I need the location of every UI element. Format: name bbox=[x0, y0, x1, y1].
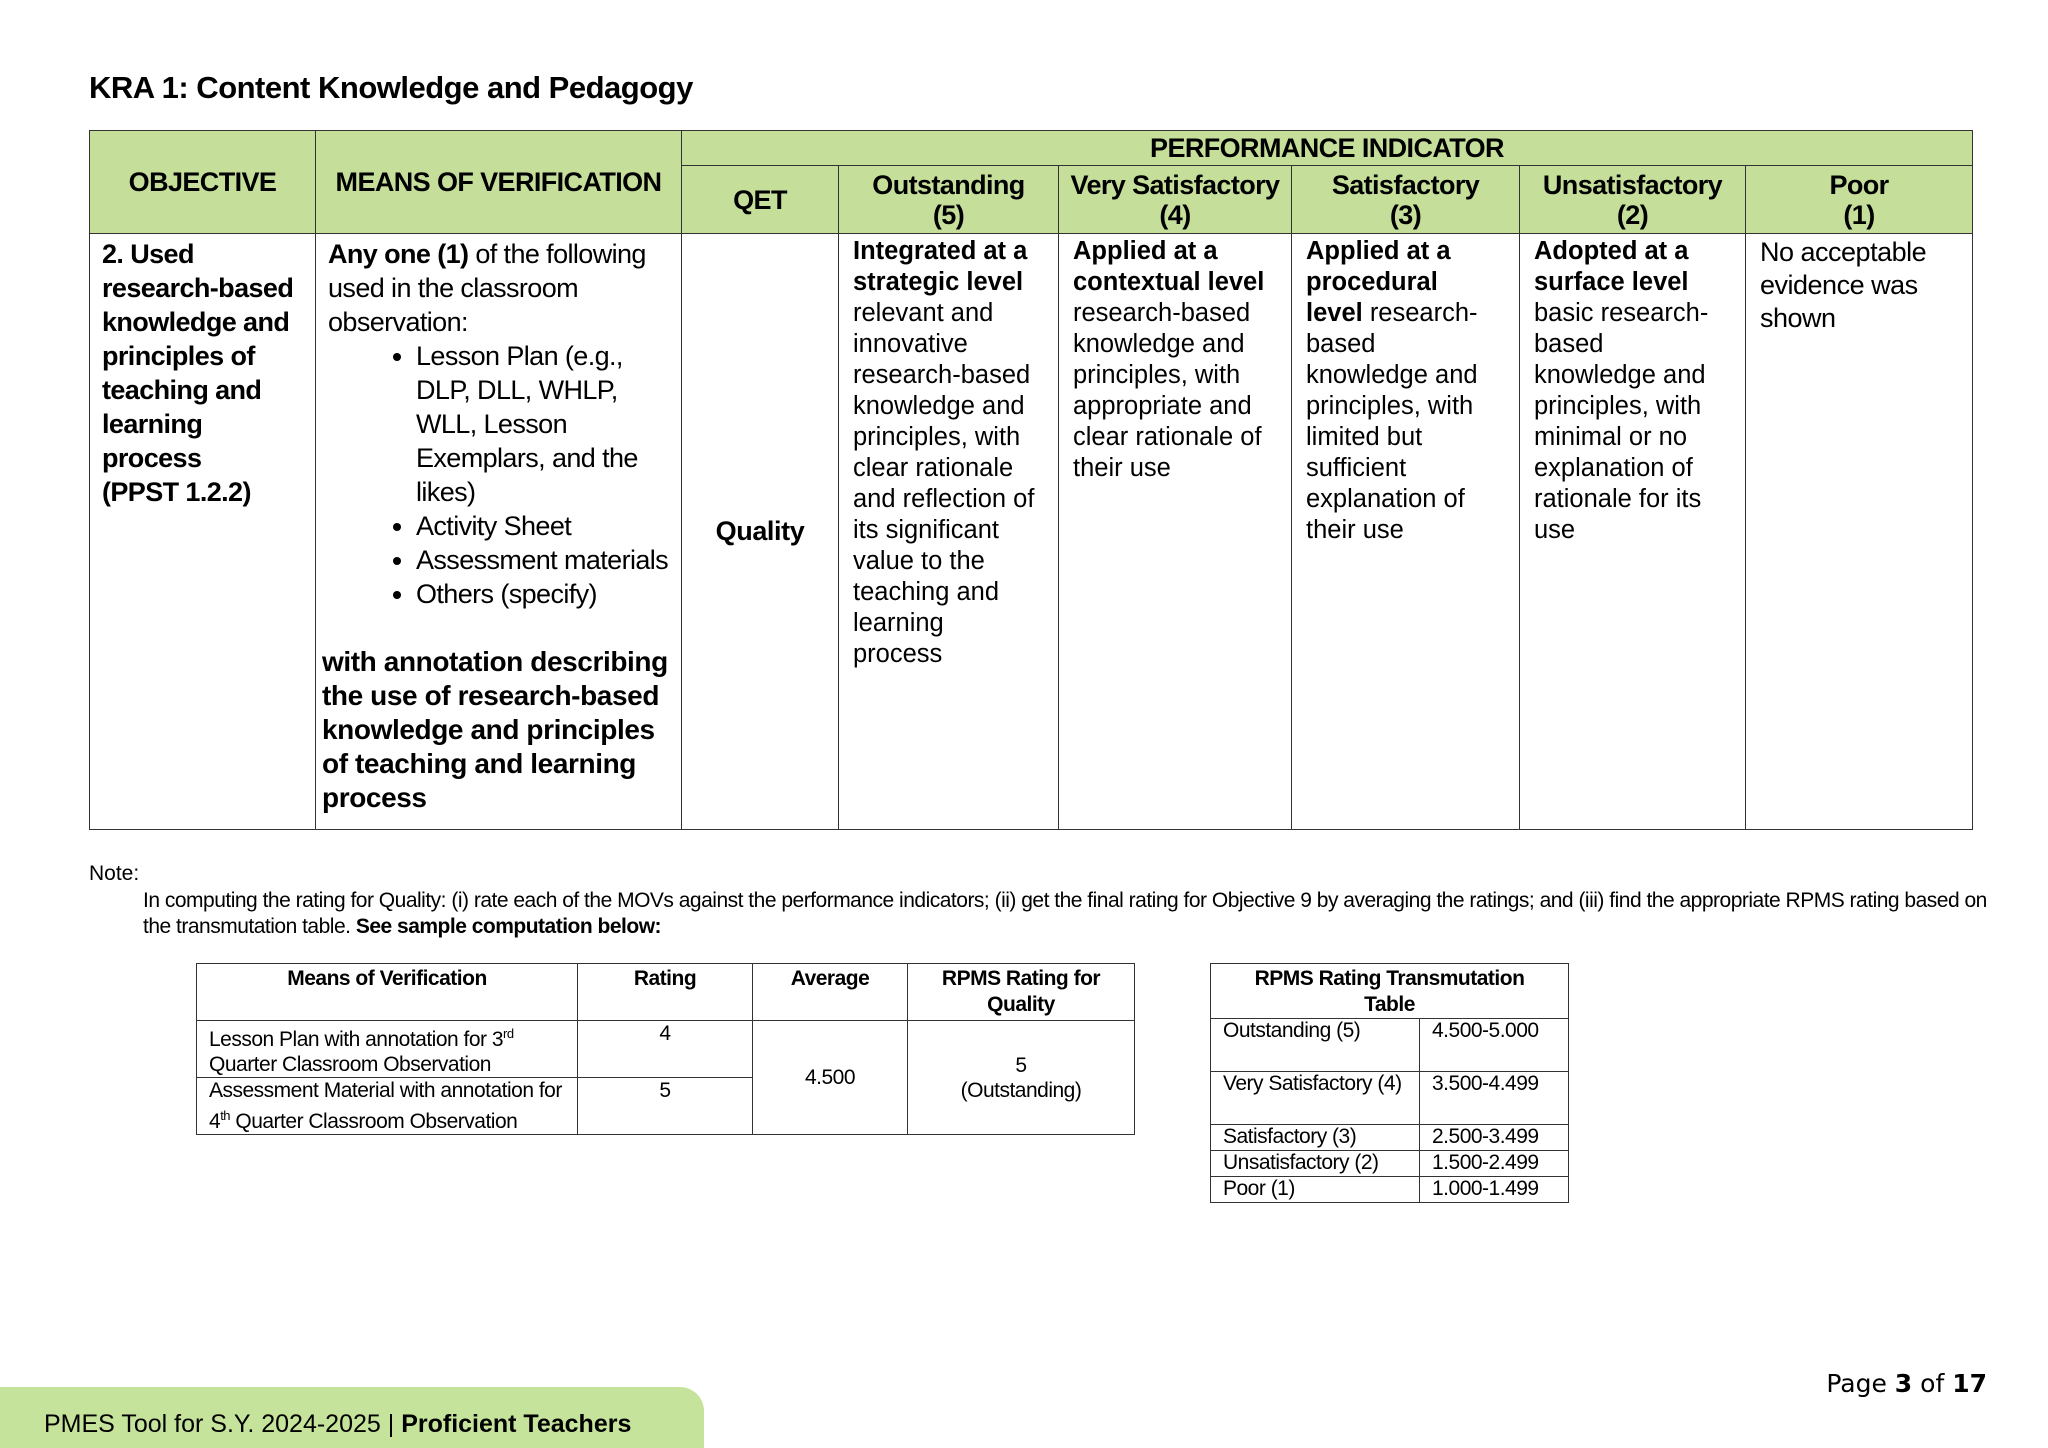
objective-cell: 2. Used research-based knowledge and principles of teaching and learning process (PPST 1.2.2) bbox=[90, 234, 316, 830]
indicator-unsatisfactory: Adopted at a surface level basic research- based knowledge and principles, with minimal or no explanation of rationale for its use bbox=[1520, 234, 1746, 830]
indicator-bold: Applied at a procedural bbox=[1306, 237, 1451, 296]
indicator-poor: No acceptable evidence was shown bbox=[1746, 234, 1973, 830]
header-level-outstanding: Outstanding (5) bbox=[839, 166, 1059, 234]
header-qet: QET bbox=[682, 166, 839, 234]
kra-table bbox=[89, 130, 1973, 830]
indicator-bold: Applied at a contextual level bbox=[1073, 237, 1265, 296]
table-row bbox=[1211, 1177, 1569, 1203]
header-average: Average bbox=[753, 964, 908, 1021]
header-rating: Rating bbox=[578, 964, 753, 1021]
rating-label: Poor (1) bbox=[1211, 1177, 1420, 1203]
mov-cell: Lesson Plan with annotation for 3rd Quarter Classroom Observation bbox=[197, 1021, 578, 1078]
list-item: • Assessment materials bbox=[416, 543, 671, 577]
table-row bbox=[1211, 1125, 1569, 1151]
list-item: • Others (specify) bbox=[416, 577, 671, 611]
rating-range: 1.000-1.499 bbox=[1420, 1177, 1569, 1203]
header-means-of-verification: Means of Verification bbox=[197, 964, 578, 1021]
indicator-bold: Adopted at a surface level bbox=[1534, 237, 1689, 296]
rating-range: 3.500-4.499 bbox=[1420, 1072, 1569, 1125]
average-cell: 4.500 bbox=[753, 1021, 908, 1135]
table-row bbox=[1211, 1151, 1569, 1177]
header-mov: MEANS OF VERIFICATION bbox=[316, 131, 682, 234]
rating-label: Outstanding (5) bbox=[1211, 1019, 1420, 1072]
rating-range: 4.500-5.000 bbox=[1420, 1019, 1569, 1072]
page-title: KRA 1: Content Knowledge and Pedagogy bbox=[89, 70, 693, 105]
header-performance-indicator: PERFORMANCE INDICATOR bbox=[682, 131, 1973, 166]
list-item: • Activity Sheet bbox=[416, 509, 671, 543]
table-row bbox=[1211, 1072, 1569, 1125]
note-label: Note: bbox=[89, 862, 140, 885]
footer-text: PMES Tool for S.Y. 2024-2025 | Proficient Teachers bbox=[44, 1410, 632, 1438]
indicator-outstanding: Integrated at a strategic level relevant and innovative research-based knowledge and principles, with clear rationale and reflection of its significant value to the teaching and learning process bbox=[839, 234, 1059, 830]
transmutation-table bbox=[1210, 963, 1569, 1203]
transmutation-table-title: RPMS Rating Transmutation Table bbox=[1211, 964, 1569, 1019]
header-level-very-satisfactory: Very Satisfactory (4) bbox=[1059, 166, 1292, 234]
indicator-satisfactory: Applied at a procedural level research- based knowledge and principles, with limited but sufficient explanation of their use bbox=[1292, 234, 1520, 830]
table-row bbox=[197, 1021, 1135, 1078]
header-rpms-rating: RPMS Rating for Quality bbox=[908, 964, 1135, 1021]
header-objective: OBJECTIVE bbox=[90, 131, 316, 234]
mov-cell: Assessment Material with annotation for 4th Quarter Classroom Observation bbox=[197, 1078, 578, 1135]
mov-annotation-note: with annotation describing the use of research-based knowledge and principles of teaching and learning process bbox=[322, 646, 668, 813]
table-row bbox=[1211, 1019, 1569, 1072]
indicator-very-satisfactory: Applied at a contextual level research-based knowledge and principles, with appropriate and clear rationale of their use bbox=[1059, 234, 1292, 830]
page-number: Page 3 of 17 bbox=[1826, 1369, 1987, 1398]
rating-label: Very Satisfactory (4) bbox=[1211, 1072, 1420, 1125]
qet-value: Quality bbox=[682, 234, 839, 830]
note-body: In computing the rating for Quality: (i) rate each of the MOVs against the performance indicators; (ii) get the final rating for Objective 9 by averaging the ratings; and (iii) find the appropriate RPMS rating based on the transmutation table. See sample computation below: bbox=[143, 889, 1987, 938]
rating-cell: 5 bbox=[578, 1078, 753, 1135]
rating-cell: 4 bbox=[578, 1021, 753, 1078]
rating-label: Satisfactory (3) bbox=[1211, 1125, 1420, 1151]
list-item: • Lesson Plan (e.g., DLP, DLL, WHLP, WLL, Lesson Exemplars, and the likes) bbox=[416, 339, 671, 509]
header-level-unsatisfactory: Unsatisfactory (2) bbox=[1520, 166, 1746, 234]
header-level-poor: Poor (1) bbox=[1746, 166, 1973, 234]
rpms-rating-cell: 5 (Outstanding) bbox=[908, 1021, 1135, 1135]
header-level-satisfactory: Satisfactory (3) bbox=[1292, 166, 1520, 234]
rating-range: 1.500-2.499 bbox=[1420, 1151, 1569, 1177]
indicator-bold: Integrated at a strategic level bbox=[853, 237, 1028, 296]
rating-label: Unsatisfactory (2) bbox=[1211, 1151, 1420, 1177]
mov-list bbox=[328, 339, 671, 611]
sample-computation-table bbox=[196, 963, 1135, 1135]
mov-cell: Any one (1) of the following used in the classroom observation: • Lesson Plan (e.g., DLP, DLL, WHLP, WLL, Lesson Exemplars, and the likes) • Activity Sheet • Assessment materials • Others (specify) with annotation describing the use of research-based knowledge and principles of teaching and learning process bbox=[316, 234, 682, 830]
rating-range: 2.500-3.499 bbox=[1420, 1125, 1569, 1151]
